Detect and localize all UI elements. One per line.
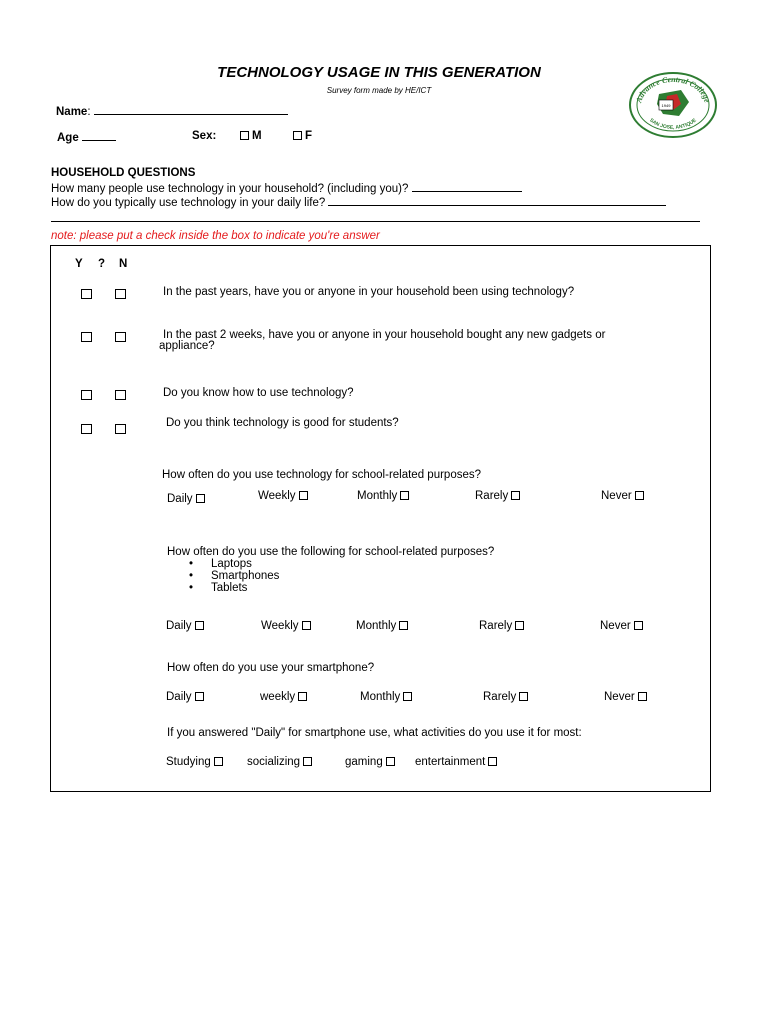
smartphone-question: How often do you use your smartphone? (167, 662, 375, 674)
checkbox[interactable] (214, 757, 223, 766)
form-title: TECHNOLOGY USAGE IN THIS GENERATION (217, 64, 541, 81)
form-subtitle: Survey form made by HE/ICT (326, 86, 432, 95)
checkbox[interactable] (302, 621, 311, 630)
household-q2-field[interactable] (328, 195, 666, 206)
age-row (57, 130, 116, 144)
smartphone-option-weekly[interactable]: weekly (260, 691, 307, 703)
col-header-no: N (119, 258, 128, 270)
checkbox[interactable] (303, 757, 312, 766)
no-checkbox-q3[interactable] (115, 390, 126, 400)
checkbox[interactable] (403, 692, 412, 701)
name-row (56, 104, 288, 118)
age-label: Age (57, 132, 79, 144)
yes-checkbox-q3[interactable] (81, 390, 92, 400)
household-q1-field[interactable] (412, 181, 522, 192)
checkbox[interactable] (638, 692, 647, 701)
school-option-weekly[interactable]: Weekly (258, 490, 308, 502)
college-seal-logo (629, 72, 717, 138)
col-header-unsure: ? (98, 258, 106, 270)
survey-box (50, 245, 711, 792)
smartphone-option-daily[interactable]: Daily (166, 691, 204, 703)
checkbox-f[interactable] (293, 131, 302, 140)
school-use-question: How often do you use technology for school-related purposes? (162, 469, 482, 481)
devices-question: How often do you use the following for school-related purposes? (167, 546, 495, 558)
smartphone-option-rarely[interactable]: Rarely (483, 691, 528, 703)
col-header-yes: Y (75, 258, 83, 270)
seal-year-text: 1949 (661, 103, 671, 108)
name-colon: : (87, 106, 91, 118)
devices-option-weekly[interactable]: Weekly (261, 620, 311, 632)
checkbox[interactable] (195, 692, 204, 701)
yn-question-3: Do you know how to use technology? (163, 387, 354, 399)
devices-option-monthly[interactable]: Monthly (356, 620, 408, 632)
yn-question-2: In the past 2 weeks, have you or anyone in your household bought any new gadgets or (163, 329, 606, 341)
device-item: • Smartphones (189, 570, 279, 582)
school-option-never[interactable]: Never (601, 490, 644, 502)
checkbox[interactable] (399, 621, 408, 630)
yes-checkbox-q2[interactable] (81, 332, 92, 342)
device-item: • Tablets (189, 582, 279, 594)
devices-option-daily[interactable]: Daily (166, 620, 204, 632)
household-heading: HOUSEHOLD QUESTIONS (51, 167, 196, 179)
yn-question-2-cont: appliance? (159, 340, 215, 352)
name-field[interactable] (94, 104, 288, 115)
checkbox[interactable] (298, 692, 307, 701)
household-q1: How many people use technology in your household? (including you)? (51, 181, 522, 195)
checkbox-m[interactable] (240, 131, 249, 140)
household-q2-field-line2[interactable] (51, 221, 700, 222)
activity-option-studying[interactable]: Studying (166, 756, 223, 768)
seal-place-text: SAN JOSE, ANTIQUE (648, 117, 698, 131)
devices-option-rarely[interactable]: Rarely (479, 620, 524, 632)
sex-option-m[interactable]: M (240, 130, 262, 142)
checkbox[interactable] (195, 621, 204, 630)
checkbox[interactable] (400, 491, 409, 500)
checkbox[interactable] (488, 757, 497, 766)
name-label: Name (56, 106, 88, 118)
yes-checkbox-q1[interactable] (81, 289, 92, 299)
seal-name-text: Advance Central College (634, 74, 712, 104)
age-field[interactable] (82, 130, 116, 141)
checkbox[interactable] (299, 491, 308, 500)
checkbox[interactable] (515, 621, 524, 630)
checkbox[interactable] (196, 494, 205, 503)
activity-option-gaming[interactable]: gaming (345, 756, 395, 768)
sex-label: Sex: (192, 130, 217, 142)
activity-option-entertainment[interactable]: entertainment (415, 756, 497, 768)
yes-checkbox-q4[interactable] (81, 424, 92, 434)
checkbox[interactable] (634, 621, 643, 630)
smartphone-option-monthly[interactable]: Monthly (360, 691, 412, 703)
device-item: • Laptops (189, 558, 279, 570)
yn-question-4: Do you think technology is good for students? (166, 417, 399, 429)
no-checkbox-q2[interactable] (115, 332, 126, 342)
school-option-rarely[interactable]: Rarely (475, 490, 520, 502)
devices-list (189, 558, 279, 594)
checkbox[interactable] (519, 692, 528, 701)
sex-option-f[interactable]: F (293, 130, 312, 142)
yn-question-1: In the past years, have you or anyone in your household been using technology? (163, 286, 575, 298)
school-option-monthly[interactable]: Monthly (357, 490, 409, 502)
devices-option-never[interactable]: Never (600, 620, 643, 632)
checkbox[interactable] (511, 491, 520, 500)
activity-option-socializing[interactable]: socializing (247, 756, 312, 768)
no-checkbox-q1[interactable] (115, 289, 126, 299)
household-q2: How do you typically use technology in your daily life? (51, 195, 666, 209)
checkbox[interactable] (635, 491, 644, 500)
checkbox[interactable] (386, 757, 395, 766)
activities-question: If you answered "Daily" for smartphone use, what activities do you use it for most: (167, 727, 582, 739)
no-checkbox-q4[interactable] (115, 424, 126, 434)
smartphone-option-never[interactable]: Never (604, 691, 647, 703)
instruction-note: note: please put a check inside the box to indicate you're answer (51, 230, 380, 242)
school-option-daily[interactable]: Daily (167, 493, 205, 505)
